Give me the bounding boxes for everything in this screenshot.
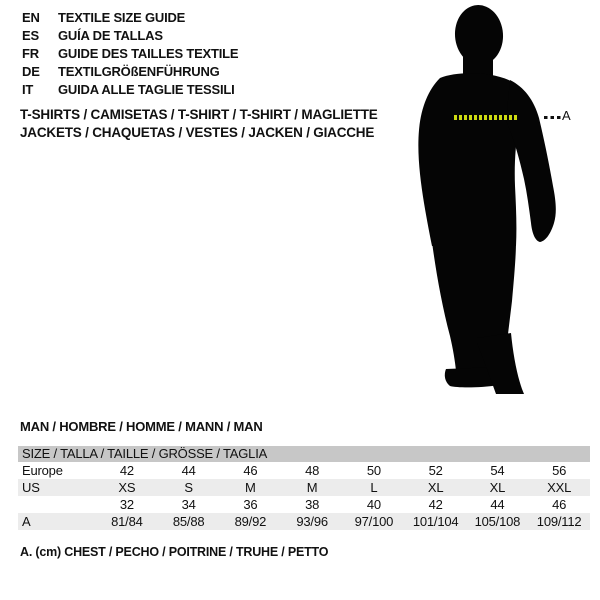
table-cell: XL	[427, 480, 444, 495]
table-cell: 54	[490, 463, 505, 478]
table-cell: 105/108	[474, 514, 521, 529]
table-cell: 36	[243, 497, 258, 512]
size-table-header: SIZE / TALLA / TAILLE / GRÖSSE / TAGLIA	[18, 446, 590, 462]
language-code: DE	[22, 64, 40, 79]
table-cell: M	[306, 480, 318, 495]
table-cell: XS	[118, 480, 136, 495]
table-cell: 97/100	[354, 514, 394, 529]
table-row-a-chest	[18, 513, 590, 530]
table-cell: 40	[366, 497, 381, 512]
table-cell: 81/84	[111, 514, 143, 529]
table-row-us	[18, 479, 590, 496]
language-label: TEXTILGRÖßENFÜHRUNG	[58, 64, 220, 79]
language-label: GUIDA ALLE TAGLIE TESSILI	[58, 82, 235, 97]
language-label: TEXTILE SIZE GUIDE	[58, 10, 186, 25]
table-cell: 32	[119, 497, 134, 512]
table-cell: 50	[366, 463, 381, 478]
table-cell: 38	[305, 497, 320, 512]
table-cell: XXL	[547, 480, 572, 495]
table-cell: 101/104	[412, 514, 459, 529]
table-cell: 42	[119, 463, 134, 478]
language-code: FR	[22, 46, 39, 61]
table-cell: 85/88	[172, 514, 205, 529]
language-label: GUIDE DES TAILLES TEXTILE	[58, 46, 239, 61]
table-row-europe	[18, 462, 590, 479]
table-cell: 56	[552, 463, 567, 478]
table-cell: 52	[428, 463, 443, 478]
man-silhouette	[400, 0, 580, 400]
language-label: GUÍA DE TALLAS	[58, 28, 163, 43]
table-cell: 44	[490, 497, 505, 512]
table-cell: 44	[181, 463, 196, 478]
language-code: IT	[22, 82, 34, 97]
product-line-tshirts: T-SHIRTS / CAMISETAS / T-SHIRT / T-SHIRT / MAGLIETTE	[20, 107, 378, 122]
chest-measure-dashes-outside	[544, 116, 562, 119]
section-title-man: MAN / HOMBRE / HOMME / MANN / MAN	[20, 419, 263, 434]
table-cell: 34	[181, 497, 196, 512]
table-cell: XL	[489, 480, 506, 495]
measurement-a-label: A	[562, 108, 571, 123]
table-cell: M	[245, 480, 256, 495]
table-cell: S	[184, 480, 193, 495]
language-code: EN	[22, 10, 40, 25]
table-cell: 46	[552, 497, 567, 512]
table-row-uk	[18, 496, 590, 513]
row-label: US	[22, 480, 40, 495]
product-line-jackets: JACKETS / CHAQUETAS / VESTES / JACKEN / GIACCHE	[20, 125, 375, 140]
language-code: ES	[22, 28, 39, 43]
chest-measure-dashes-on-body	[454, 115, 518, 120]
table-cell: 109/112	[536, 514, 582, 529]
table-cell: 42	[428, 497, 443, 512]
table-cell: 46	[243, 463, 258, 478]
table-cell: 89/92	[234, 514, 267, 529]
table-cell: 93/96	[296, 514, 328, 529]
table-cell: L	[370, 480, 378, 495]
size-table	[18, 446, 590, 530]
footnote-chest-legend: A. (cm) CHEST / PECHO / POITRINE / TRUHE / PETTO	[20, 545, 329, 559]
table-cell: 48	[305, 463, 320, 478]
row-label: A	[22, 514, 31, 529]
row-label: Europe	[22, 463, 63, 478]
